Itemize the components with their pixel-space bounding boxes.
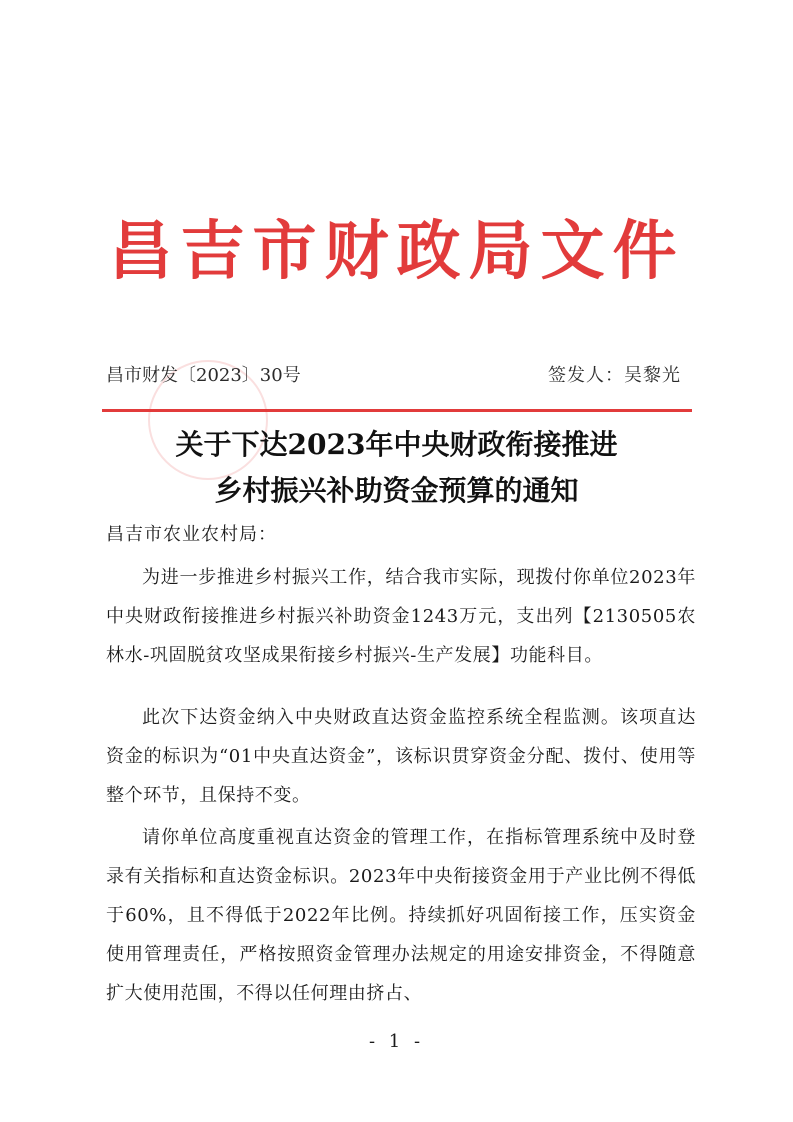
body-paragraph-3: 请你单位高度重视直达资金的管理工作，在指标管理系统中及时登录有关指标和直达资金标识。2023年中央衔接资金用于产业比例不得低于60%，且不得低于2022年比例。持续抓好巩固衔接工作，压实资金使用管理责任，严格按照资金管理办法规定的用途安排资金，不得随意扩大使用范围，不得以任何理由挤占、 <box>106 827 696 1004</box>
body-paragraph-1: 为进一步推进乡村振兴工作，结合我市实际，现拨付你单位2023年中央财政衔接推进乡村振兴补助资金1243万元，支出列【2130505农林水-巩固脱贫攻坚成果衔接乡村振兴-生产发展】功能科目。 <box>106 567 696 666</box>
notice-title-line-2: 乡村振兴补助资金预算的通知 <box>214 474 579 507</box>
signer: 签发人：吴黎光 <box>548 365 681 386</box>
issuing-org-title: 昌吉市财政局文件 <box>108 214 685 289</box>
addressee: 昌吉市农业农村局： <box>106 524 277 545</box>
red-divider-line <box>102 409 692 412</box>
page-number: - 1 - <box>368 1031 425 1052</box>
document-number: 昌市财发〔2023〕30号 <box>106 365 301 386</box>
notice-title-line-1: 关于下达2023年中央财政衔接推进 <box>175 428 618 461</box>
body-paragraph-2: 此次下达资金纳入中央财政直达资金监控系统全程监测。该项直达资金的标识为“01中央直达资金”，该标识贯穿资金分配、拨付、使用等整个环节，且保持不变。 <box>106 707 696 806</box>
